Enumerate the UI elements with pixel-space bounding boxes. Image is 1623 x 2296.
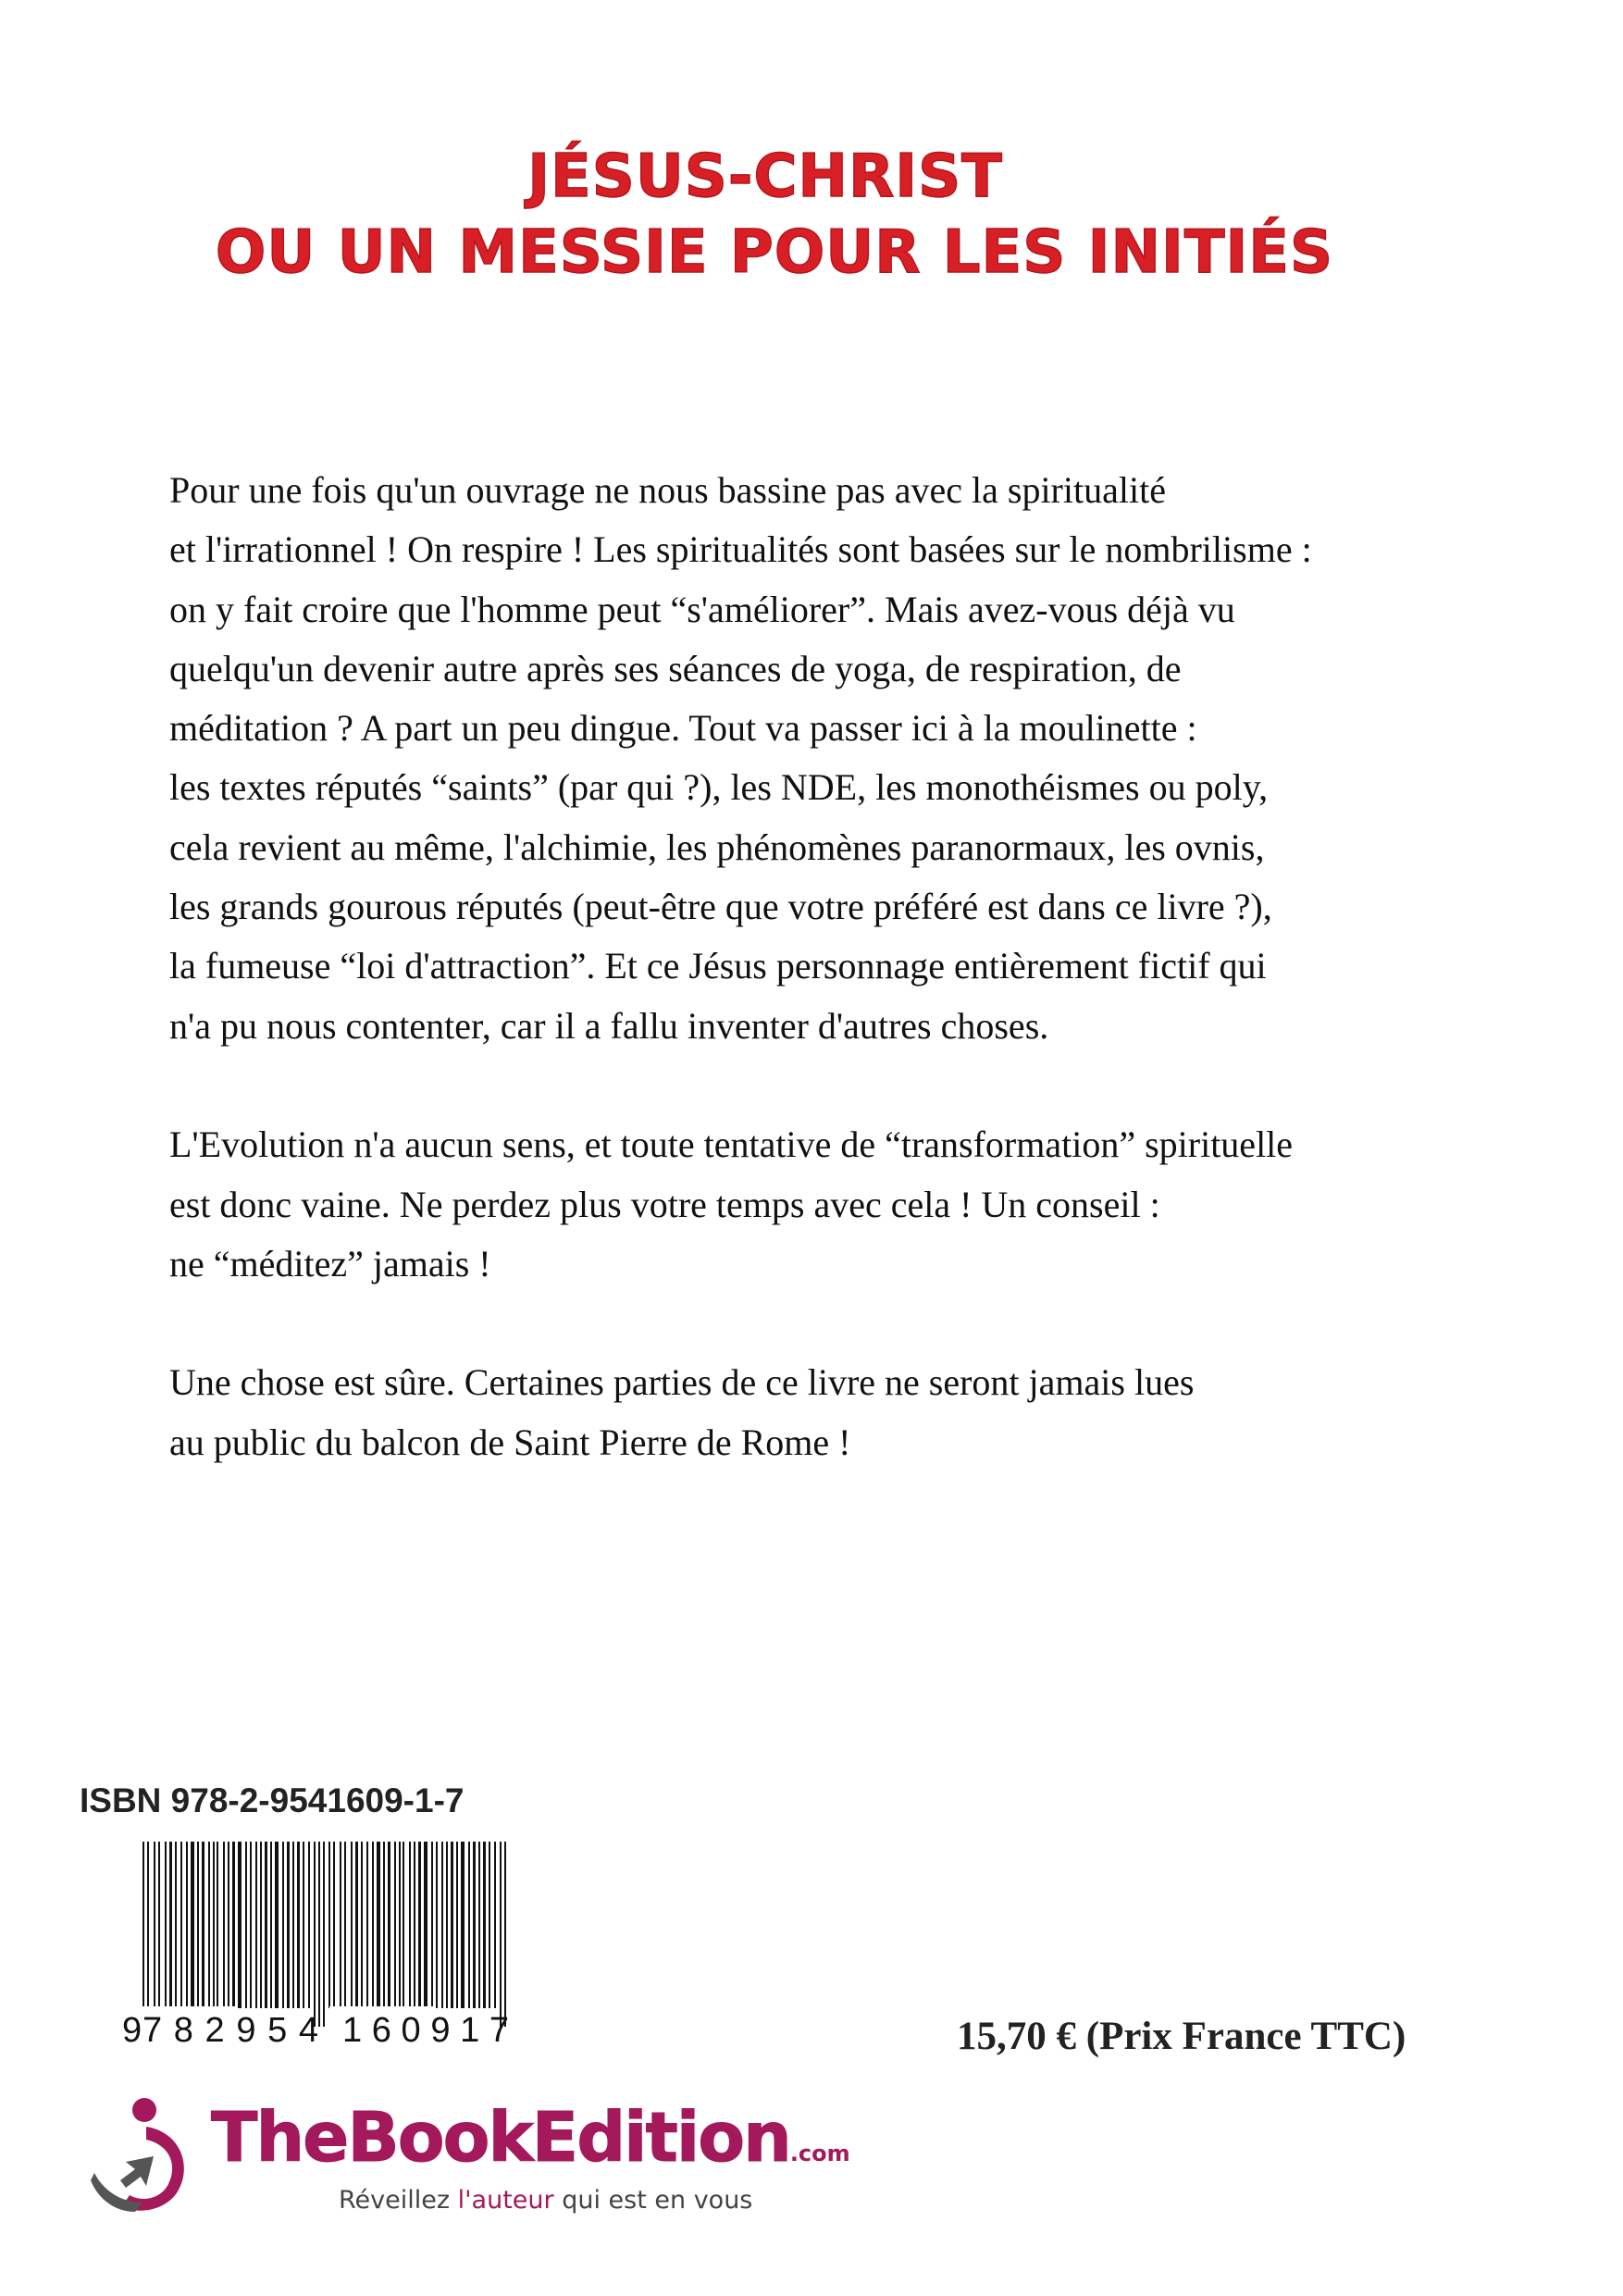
barcode-bar [165, 1842, 167, 2008]
text-line: cela revient au même, l'alchimie, les phénomènes paranormaux, les ovnis, [169, 825, 1265, 868]
barcode-bar [180, 1842, 182, 2008]
publisher-name-edition: Edition [531, 2098, 790, 2178]
publisher-tagline [339, 2186, 752, 2215]
barcode-bar [142, 1842, 144, 2027]
barcode-bar [217, 1842, 218, 2008]
tagline-start: Réveillez [339, 2186, 458, 2215]
barcode-bar [323, 1842, 325, 2027]
barcode-bar [504, 1842, 506, 2027]
barcode-bar [228, 1842, 229, 2008]
barcode-bar [361, 1842, 363, 2008]
barcode-bar [297, 1842, 300, 2008]
barcode-bar [461, 1842, 465, 2008]
barcode-bar [275, 1842, 279, 2008]
barcode-bar [344, 1842, 346, 2008]
barcode-bar [287, 1842, 290, 2008]
barcode-bar [483, 1842, 486, 2008]
blurb-paragraph-1 [169, 461, 1539, 1056]
barcode-bar [255, 1842, 257, 2008]
text-line: Une chose est sûre. Certaines parties de ce livre ne seront jamais lues [169, 1361, 1195, 1404]
barcode-bar [366, 1842, 368, 2008]
barcode-bar [340, 1842, 341, 2008]
barcode-bar [377, 1842, 380, 2008]
barcode-bar [383, 1842, 385, 2008]
barcode-bars [142, 1842, 506, 2027]
barcode-bar [265, 1842, 267, 2008]
barcode-bar [328, 1842, 330, 2008]
barcode-bar [394, 1842, 396, 2008]
barcode-bar [414, 1842, 415, 2008]
barcode-bar [451, 1842, 453, 2008]
text-line: les grands gourous réputés (peut-être que votre préféré est dans ce livre ?), [169, 886, 1272, 928]
barcode-bar [372, 1842, 374, 2008]
publisher-name-the: The [211, 2098, 348, 2178]
text-line: au public du balcon de Saint Pierre de Rome ! [169, 1421, 851, 1463]
publisher-name-tld: .com [789, 2141, 850, 2166]
barcode-bar [418, 1842, 421, 2008]
barcode-bar [388, 1842, 390, 2008]
text-line: les textes réputés “saints” (par qui ?), les NDE, les monothéismes ou poly, [169, 766, 1269, 809]
barcode-bar [308, 1842, 310, 2008]
barcode-bar [333, 1842, 335, 2008]
barcode-bar [202, 1842, 204, 2008]
barcode-bar [456, 1842, 458, 2008]
barcode-bar [250, 1842, 252, 2008]
barcode-bar [318, 1842, 320, 2027]
price-label: 15,70 € (Prix France TTC) [957, 2015, 1406, 2058]
barcode-bar [186, 1842, 188, 2008]
barcode-bar [270, 1842, 272, 2008]
barcode-bar [197, 1842, 199, 2008]
barcode-bar [431, 1842, 433, 2008]
barcode-digits-right: 160917 [342, 2011, 509, 2050]
barcode-bar [303, 1842, 304, 2008]
barcode-bar [478, 1842, 480, 2008]
barcode-bar [245, 1842, 247, 2008]
barcode-bar [223, 1842, 225, 2008]
text-line: et l'irrationnel ! On respire ! Les spiritualités sont basées sur le nombrilisme : [169, 528, 1312, 571]
barcode-digit-first: 9 [122, 2011, 142, 2050]
barcode-bar [355, 1842, 358, 2008]
barcode-bar [292, 1842, 294, 2008]
barcode-bar [403, 1842, 404, 2008]
publisher-logo [89, 2091, 850, 2230]
barcode-bar [158, 1842, 160, 2008]
text-line: quelqu'un devenir autre après ses séances de yoga, de respiration, de [169, 647, 1182, 689]
barcode-bar [409, 1842, 411, 2008]
publisher-name-book: Book [347, 2098, 532, 2178]
barcode-bar [314, 1842, 316, 2027]
barcode-bar [489, 1842, 490, 2008]
blurb-paragraph-2 [169, 1115, 1539, 1294]
barcode-bar [232, 1842, 235, 2008]
text-line: est donc vaine. Ne perdez plus votre temps avec cela ! Un conseil : [169, 1183, 1160, 1225]
barcode-bar [154, 1842, 155, 2008]
text-line: n'a pu nous contenter, car il a fallu inventer d'autres choses. [169, 1004, 1049, 1047]
tagline-accent: l'auteur [457, 2186, 554, 2215]
barcode-bar [436, 1842, 438, 2008]
barcode-bar [441, 1842, 443, 2008]
text-line: L'Evolution n'a aucun sens, et toute tentative de “transformation” spirituelle [169, 1123, 1294, 1166]
barcode-bar [500, 1842, 502, 2027]
barcode-bar [169, 1842, 172, 2008]
barcode-bar [175, 1842, 177, 2008]
barcode-bar [191, 1842, 194, 2008]
barcode-bar [351, 1842, 353, 2008]
isbn-label: ISBN 978-2-9541609-1-7 [80, 1781, 465, 1819]
text-line: méditation ? A part un peu dingue. Tout va passer ici à la moulinette : [169, 707, 1197, 750]
barcode-bar [446, 1842, 448, 2008]
back-cover-blurb [169, 461, 1539, 1532]
book-title [0, 139, 1623, 291]
barcode-bar [494, 1842, 496, 2008]
title-line-2: OU UN MESSIE POUR LES INITIÉS [215, 218, 1334, 287]
barcode-bar [238, 1842, 242, 2008]
barcode-bar [147, 1842, 149, 2027]
barcode-bar [260, 1842, 262, 2008]
text-line: Pour une fois qu'un ouvrage ne nous bassine pas avec la spiritualité [169, 469, 1166, 511]
barcode-bar [208, 1842, 210, 2008]
barcode-bar [468, 1842, 470, 2008]
barcode-bar [424, 1842, 427, 2008]
blurb-paragraph-3 [169, 1353, 1539, 1472]
tagline-end: qui est en vous [553, 2186, 753, 2215]
barcode-bar [213, 1842, 215, 2008]
barcode-digits-left: 782954 [142, 2011, 318, 2050]
publisher-swirl-icon [89, 2095, 202, 2217]
barcode-bar [282, 1842, 284, 2008]
text-line: ne “méditez” jamais ! [169, 1242, 491, 1285]
barcode-bar [473, 1842, 476, 2008]
barcode-bar [399, 1842, 401, 2008]
title-line-1: JÉSUS-CHRIST [527, 143, 1003, 211]
publisher-name [211, 2098, 850, 2191]
text-line: la fumeuse “loi d'attraction”. Et ce Jésus personnage entièrement fictif qui [169, 945, 1267, 987]
barcode [122, 1842, 515, 2050]
text-line: on y fait croire que l'homme peut “s'améliorer”. Mais avez-vous déjà vu [169, 588, 1235, 630]
